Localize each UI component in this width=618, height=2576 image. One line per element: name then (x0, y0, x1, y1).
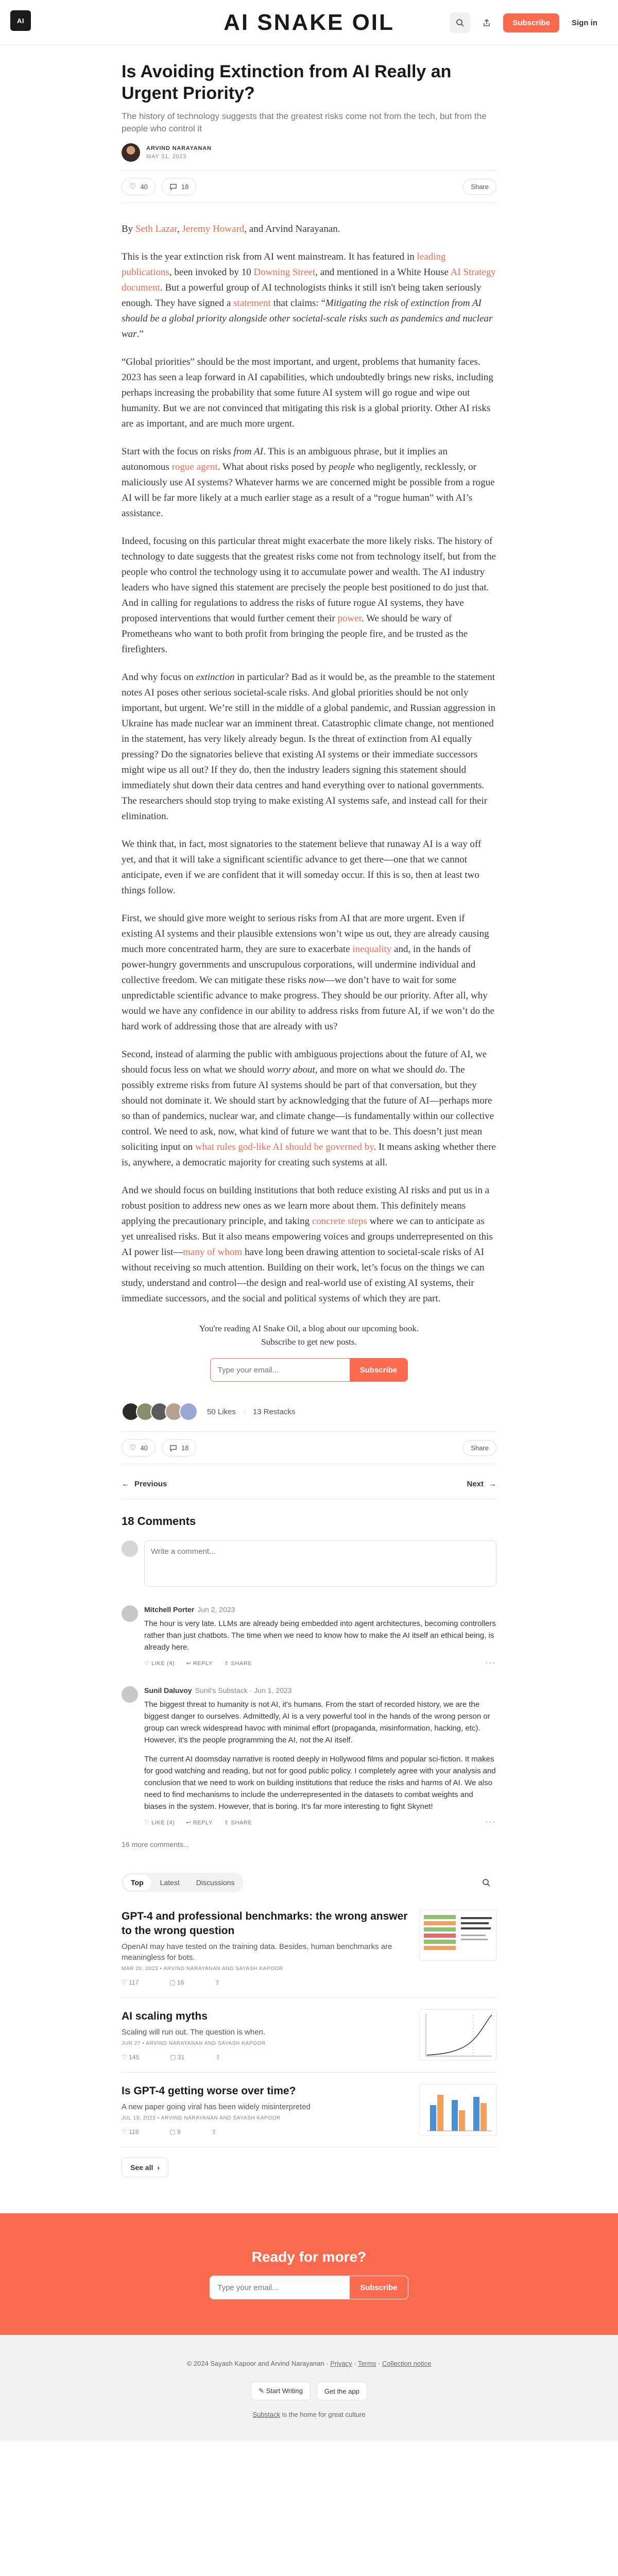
post-card-actions (122, 1979, 410, 1986)
comments-heading: 18 Comments (122, 1515, 196, 1528)
comment-like-button[interactable]: ♡ LIKE (4) (144, 1819, 175, 1826)
comment-reply-button[interactable]: ↩ REPLY (186, 1660, 213, 1667)
footer-subscribe-form (210, 2276, 408, 2299)
share-label: Share (471, 1444, 489, 1452)
text: . We should be wary of Prometheans who want to both profit from bringing the people fire, and be trusted as the firefighters. (122, 613, 468, 655)
post-card-thumbnail[interactable] (419, 1909, 496, 1961)
comment-date[interactable]: Sunil's Substack · Jun 1, 2023 (195, 1686, 292, 1694)
comment-date[interactable]: Jun 2, 2023 (197, 1605, 235, 1614)
like-count: 40 (140, 182, 148, 191)
start-writing-button[interactable] (251, 2382, 311, 2400)
text: .” (136, 329, 144, 340)
text: , been invoked by 10 (169, 267, 254, 278)
link-many-of-whom[interactable]: many of whom (183, 1247, 243, 1258)
post-card-comments-button[interactable]: ▢ 16 (169, 1979, 184, 1986)
commenter-avatar[interactable] (122, 1605, 138, 1622)
terms-link[interactable]: Terms (358, 2360, 376, 2367)
post-card-meta: JUL 19, 2023 • ARVIND NARAYANAN AND SAYASH KAPOOR (122, 2115, 281, 2121)
statement-quote: Mitigating the risk of extinction from AI should be a global priority alongside other societal-scale risks such as pandemics and nuclear war (122, 298, 493, 340)
emphasis: people (329, 462, 355, 472)
publication-logo[interactable] (10, 10, 31, 31)
search-posts-button[interactable] (476, 1872, 496, 1893)
footer-email-input[interactable] (210, 2276, 349, 2299)
post-card-like-button[interactable]: ♡ 118 (122, 2128, 139, 2136)
comment-like-label: LIKE (4) (151, 1660, 175, 1667)
post-tabs (122, 1873, 244, 1892)
header-subscribe-button[interactable]: Subscribe (503, 13, 559, 32)
previous-label: Previous (134, 1480, 167, 1488)
chevron-right-icon: › (157, 2163, 160, 2172)
author-name[interactable]: ARVIND NARAYANAN (146, 145, 212, 151)
comment-text: The current AI doomsday narrative is rooted deeply in Hollywood films and popular sci-fiction. It makes for good watching and reading, but not for good public policy. I completely agree with your analysis and conclusion that we need to work on building institutions that reduce the risks and harms of AI. We also need to find mechanisms to include the underrepresented in the datasets to combat weights and biases in the system. However, that is boring. It's far more interesting to fight Skynet! (144, 1755, 496, 1811)
text: . What about risks posed by (217, 462, 329, 472)
current-user-avatar (122, 1540, 138, 1557)
text: And why focus on (122, 672, 196, 683)
link-concrete-steps[interactable]: concrete steps (312, 1216, 367, 1227)
post-card-meta: JUN 27 • ARVIND NARAYANAN AND SAYASH KAPOOR (122, 2041, 266, 2046)
comment-actions (144, 1818, 496, 1827)
share-icon (483, 19, 491, 27)
text: and, in the hands of power-hungry governments and unscrupulous corporations, will undermine individual and collective freedom. We can mitigate these risks (122, 944, 476, 986)
paragraph-2: “Global priorities” should be the most important, and urgent, problems that humanity faces. 2023 has seen a leap forward in AI capabilities, which undoubtedly brings new risks, including perhaps increasing the probability that some future AI system will go rogue and wipe out humanity. But we are not convinced that mitigating this risk is a global priority. Other AI risks are as important, and are much more urgent. (122, 357, 493, 429)
emphasis: now (308, 975, 325, 986)
emphasis: do (435, 1064, 445, 1075)
post-card-actions (122, 2128, 311, 2136)
post-card-thumbnail[interactable] (419, 2009, 496, 2061)
post-card-comments-button[interactable]: ▢ 31 (170, 2054, 185, 2061)
text: where we can to anticipate as yet unrealised risks. But it also means empowering voices and groups underrepresented on this AI power list— (122, 1216, 493, 1258)
header-actions (450, 12, 604, 33)
inline-subscribe (122, 1322, 496, 1382)
paragraph-6: We think that, in fact, most signatories to the statement believe that runaway AI is a way off yet, and that it will take a significant scientific advance to get there—one that we cannot anticipate, even if we are confident that it will someday occur. If this is so, then at least two things follow. (122, 839, 482, 896)
comment-composer (122, 1540, 496, 1587)
substack-tagline (0, 2411, 618, 2418)
likers-row (122, 1402, 496, 1421)
sign-in-button[interactable]: Sign in (565, 13, 604, 32)
link-statement[interactable]: statement (233, 298, 271, 309)
byline-sep: , (177, 224, 182, 234)
byline (122, 143, 496, 162)
post-card-actions (122, 2054, 266, 2061)
comment (122, 1605, 496, 1668)
footer-buttons (0, 2382, 618, 2400)
emphasis: worry about (267, 1064, 315, 1075)
privacy-link[interactable]: Privacy (330, 2360, 352, 2367)
commenter-name[interactable]: Sunil Daluvoy (144, 1686, 192, 1694)
post-card-likes: 117 (129, 1979, 139, 1986)
see-all-button[interactable] (122, 2158, 168, 2177)
subscribe-form (210, 1358, 408, 1382)
tab-top[interactable]: Top (124, 1875, 151, 1890)
author-avatar[interactable] (122, 143, 140, 162)
post-card[interactable] (122, 2073, 496, 2147)
comment-count: 18 (181, 182, 189, 191)
comment-like-button[interactable]: ♡ LIKE (4) (144, 1660, 175, 1667)
text: that claims: “ (270, 298, 325, 309)
post-card-subtitle: OpenAI may have tested on the training data. Besides, human benchmarks are meaningless for bots. (122, 1942, 392, 1962)
post-card-subtitle: A new paper going viral has been widely misinterpreted (122, 2103, 311, 2111)
post-card-title[interactable]: AI scaling myths (122, 2010, 208, 2022)
liker-avatars[interactable] (122, 1402, 194, 1421)
comment-text: The biggest threat to humanity is not AI, it's humans. From the start of recorded history, we are the biggest danger to ourselves. Admittedly, AI is a very powerful tool in the hands of the wrong person or group can wreck widespread havoc with minimal effort (propaganda, misinformation, hacking, etc). However, it's the people programming the AI, not the AI itself. (144, 1700, 490, 1744)
subscribe-button[interactable]: Subscribe (350, 1359, 408, 1381)
link-ai-strategy-document[interactable]: AI Strategy document (122, 267, 496, 293)
substack-link[interactable]: Substack (252, 2411, 280, 2418)
start-writing-label: Start Writing (266, 2387, 303, 2395)
liker-avatar (179, 1402, 198, 1421)
share-publication-button[interactable] (476, 12, 497, 33)
next-post-button[interactable] (467, 1480, 496, 1488)
commenter-avatar[interactable] (122, 1686, 138, 1703)
comment-more-icon[interactable]: ··· (485, 1658, 496, 1667)
comment-share-button[interactable]: ⇪ SHARE (224, 1660, 252, 1667)
post-card-thumbnail[interactable] (419, 2084, 496, 2136)
link-inequality[interactable]: inequality (352, 944, 392, 955)
arrow-left-icon: ← (122, 1480, 129, 1488)
post-card-like-button[interactable]: ♡ 145 (122, 2054, 140, 2061)
comment-share-label: SHARE (231, 1660, 252, 1667)
search-icon (456, 19, 464, 27)
comment-reply-label: REPLY (193, 1660, 213, 1667)
paragraph-3 (122, 444, 496, 521)
link-power[interactable]: power (337, 613, 362, 624)
text: in particular? Bad as it would be, as the preamble to the statement notes AI poses other serious societal-scale risks. And global priorities should be not only important, but urgent. We’re still in the middle of a global pandemic, and Russian aggression in Ukraine has made nuclear war an imminent threat. Catastrophic climate change, not mentioned in the statement, has very likely already begun. Is the threat of extinction from AI equally pressing? Do the signatories believe that existing AI systems or their immediate successors might wipe us all out? If they do, then the industry leaders signing this statement should immediately shut down their data centres and hand everything over to national governments. The researchers should stop trying to make existing AI systems safe, and instead call for their elimination. (122, 672, 495, 822)
byline-suffix: , and Arvind Narayanan. (244, 224, 340, 234)
subscribe-blurb: You're reading AI Snake Oil, a blog about our upcoming book. Subscribe to get new posts. (199, 1324, 419, 1347)
post-card-share-icon[interactable]: ⇪ (215, 1979, 220, 1986)
post-card-likes: 118 (129, 2128, 139, 2136)
comment-share-button[interactable]: ⇪ SHARE (224, 1819, 252, 1826)
author-link-seth-lazar[interactable]: Seth Lazar (135, 224, 177, 234)
like-count: 40 (140, 1444, 148, 1452)
separator: · (243, 1407, 246, 1416)
like-button-bottom[interactable] (122, 1439, 156, 1456)
thumbnail-image (420, 2010, 496, 2061)
text: have long been drawing attention to societal-scale risks of AI without receiving so much attention. Building on their work, let’s focus on the things we can study, understand and control—the design and real-world use of existing AI systems, their immediate successors, and the social and political systems of which they are part. (122, 1247, 485, 1304)
footer-subscribe-button[interactable]: Subscribe (349, 2276, 408, 2299)
comment-icon (169, 1444, 177, 1452)
top-bar (0, 0, 618, 45)
heart-icon: ♡ (129, 1444, 136, 1452)
paragraph-7 (122, 911, 496, 1035)
ready-for-more-banner (0, 2213, 618, 2335)
byline-prefix: By (122, 224, 135, 234)
post-card[interactable] (122, 1998, 496, 2073)
comment-icon (169, 183, 177, 191)
comment (122, 1686, 496, 1827)
post-card-title[interactable]: Is GPT-4 getting worse over time? (122, 2085, 296, 2097)
text: First, we should give more weight to serious risks from AI that are more urgent. Even if existing AI systems and their plausible extensions won’t wipe us out, they are already causing much more concentrated harm, they are sure to exacerbate (122, 913, 489, 955)
post-card-meta: MAR 20, 2023 • ARVIND NARAYANAN AND SAYASH KAPOOR (122, 1966, 283, 1972)
search-icon (482, 1878, 490, 1887)
arrow-right-icon: → (489, 1480, 496, 1488)
more-comments-link[interactable]: 16 more comments... (122, 1840, 190, 1849)
see-all-label: See all (130, 2163, 153, 2172)
site-title[interactable]: AI SNAKE OIL (224, 9, 394, 35)
likes-total[interactable]: 50 Likes (207, 1407, 236, 1416)
comment-more-icon[interactable]: ··· (485, 1818, 496, 1826)
post-card-comments-button[interactable]: ▢ 9 (169, 2128, 181, 2136)
paragraph-8 (122, 1047, 496, 1171)
post-card-comments: 9 (177, 2128, 181, 2136)
post-list (122, 1898, 496, 2147)
post-navigation (122, 1480, 496, 1488)
post-card-like-button[interactable]: ♡ 117 (122, 1979, 139, 1986)
bottom-action-bar (122, 1431, 496, 1464)
logo-text: AI (17, 16, 24, 25)
paragraph-5 (122, 670, 496, 824)
post-card-subtitle: Scaling will run out. The question is when. (122, 2028, 266, 2037)
pen-icon: ✎ (259, 2387, 265, 2395)
post-date: MAY 31, 2023 (146, 154, 187, 160)
site-footer (0, 2335, 618, 2441)
thumbnail-image (420, 2084, 496, 2136)
comment-like-label: LIKE (4) (151, 1819, 175, 1826)
like-button[interactable] (122, 178, 156, 195)
text: . But a powerful group of AI technologists thinks it still isn't being taken seriously enough. They have signed a (122, 282, 482, 309)
post-title: Is Avoiding Extinction from AI Really an Urgent Priority? (122, 62, 452, 103)
tab-latest[interactable]: Latest (160, 1878, 180, 1887)
text: This is the year extinction risk from AI went mainstream. It has featured in (122, 251, 417, 262)
post-card[interactable] (122, 1898, 496, 1998)
comment-count: 18 (181, 1444, 189, 1452)
share-button-bottom[interactable] (463, 1440, 496, 1456)
emphasis: from AI (233, 446, 263, 457)
text: . It means asking whether there is, anywhere, a democratic majority for creating such systems at all. (122, 1142, 496, 1168)
comments-button[interactable] (162, 178, 196, 195)
link-leading-publications[interactable]: leading publications (122, 251, 446, 278)
post-subtitle: The history of technology suggests that the greatest risks come not from the tech, but from the people who control it (122, 111, 487, 133)
next-label: Next (467, 1480, 484, 1488)
more-posts-header (122, 1872, 496, 1893)
footer-links: © 2024 Sayash Kapoor and Arvind Narayanan · Privacy · Terms · Collection notice (186, 2360, 432, 2367)
post-card-comments: 16 (177, 1979, 184, 1986)
comments-button-bottom[interactable] (162, 1439, 196, 1456)
text: who negligently, recklessly, or maliciously use AI systems? Whatever harms we are concerned might be possible from a rogue AI will be far more likely at a much earlier stage as a result of a “rogue human” with AI’s assistance. (122, 462, 495, 519)
text: . This is an ambiguous phrase, but it implies an autonomous (122, 446, 448, 472)
comment-share-label: SHARE (231, 1819, 252, 1826)
link-god-like-ai-rules[interactable]: what rules god-like AI should be governed by (195, 1142, 374, 1153)
author-link-jeremy-howard[interactable]: Jeremy Howard (182, 224, 245, 234)
post-card-share-icon[interactable]: ⇪ (211, 2128, 217, 2136)
comment-reply-label: REPLY (193, 1819, 213, 1826)
post-card-likes: 145 (129, 2054, 140, 2061)
post-card-comments: 31 (177, 2054, 185, 2061)
emphasis: extinction (196, 672, 235, 683)
search-button[interactable] (450, 12, 470, 33)
article (122, 61, 496, 2177)
comment-text: The hour is very late. LLMs are already being embedded into agent architectures, becoming controllers rather than just chatbots. The time when we need to know how to make the AI itself an ethical being, is already here. (144, 1619, 496, 1652)
post-card-share-icon[interactable]: ⇪ (215, 2054, 221, 2061)
text: , and more on what we should (315, 1064, 436, 1075)
share-label: Share (471, 182, 489, 191)
text: —we don’t have to wait for some unpredictable scientific advance to make progress. They should be our priority. After all, why would we have any confidence in our ability to address risks from future AI, if we won’t do the hard work of addressing those that are already with us? (122, 975, 495, 1032)
paragraph-4 (122, 534, 496, 657)
previous-post-button[interactable] (122, 1480, 167, 1488)
text: . The possibly extreme risks from future AI systems should be part of that conversation, but they should not dominate it. We should start by acknowledging that the future of AI—perhaps more so than of pandemics, nuclear war, and climate change—is fundamentally within our collective control. We need to ask, now, what kind of future we want that to be. This doesn’t just mean soliciting input on (122, 1064, 494, 1153)
text: Indeed, focusing on this particular threat might exacerbate the more likely risks. The history of technology to date suggests that the greatest risks come not from technology itself, but from the people who control the technology using it to accumulate power and wealth. The AI industry leaders who have signed this statement are precisely the people best positioned to do just that. And in calling for regulations to address the risks of future rogue AI systems, they have proposed interventions that would further cement their (122, 536, 496, 624)
tagline-text: is the home for great culture (280, 2411, 366, 2418)
text: Second, instead of alarming the public with ambiguous projections about the future of AI, we should focus less on what we should (122, 1049, 487, 1075)
thumbnail-image (420, 1910, 496, 1961)
paragraph-9 (122, 1183, 496, 1307)
share-button[interactable] (463, 179, 496, 195)
ready-title: Ready for more? (251, 2249, 367, 2265)
get-app-button[interactable]: Get the app (317, 2382, 367, 2400)
byline-paragraph (122, 222, 496, 237)
post-body (122, 222, 496, 1307)
text: Start with the focus on risks (122, 446, 234, 457)
collection-notice-link[interactable]: Collection notice (382, 2360, 432, 2367)
commenter-name[interactable]: Mitchell Porter (144, 1605, 195, 1614)
comment-actions (144, 1658, 496, 1668)
restacks-total[interactable]: 13 Restacks (252, 1407, 296, 1416)
tab-discussions[interactable]: Discussions (196, 1878, 235, 1887)
text: And we should focus on building institutions that both reduce existing AI risks and put us in a robust position to address new ones as we learn more about them. This definitely means applying the precautionary principle, and taking (122, 1185, 490, 1227)
post-card-title[interactable]: GPT-4 and professional benchmarks: the wrong answer to the wrong question (122, 1910, 408, 1937)
copyright: © 2024 Sayash Kapoor and Arvind Narayanan (186, 2360, 324, 2367)
link-rogue-agent[interactable]: rogue agent (171, 462, 218, 472)
post-action-bar (122, 170, 496, 203)
email-input[interactable] (211, 1359, 350, 1381)
comment-input[interactable] (144, 1540, 496, 1587)
comment-reply-button[interactable]: ↩ REPLY (186, 1819, 213, 1826)
paragraph-1 (122, 249, 496, 342)
link-downing-street[interactable]: Downing Street (253, 267, 316, 278)
text: , and mentioned in a White House (315, 267, 451, 278)
heart-icon: ♡ (129, 182, 136, 191)
